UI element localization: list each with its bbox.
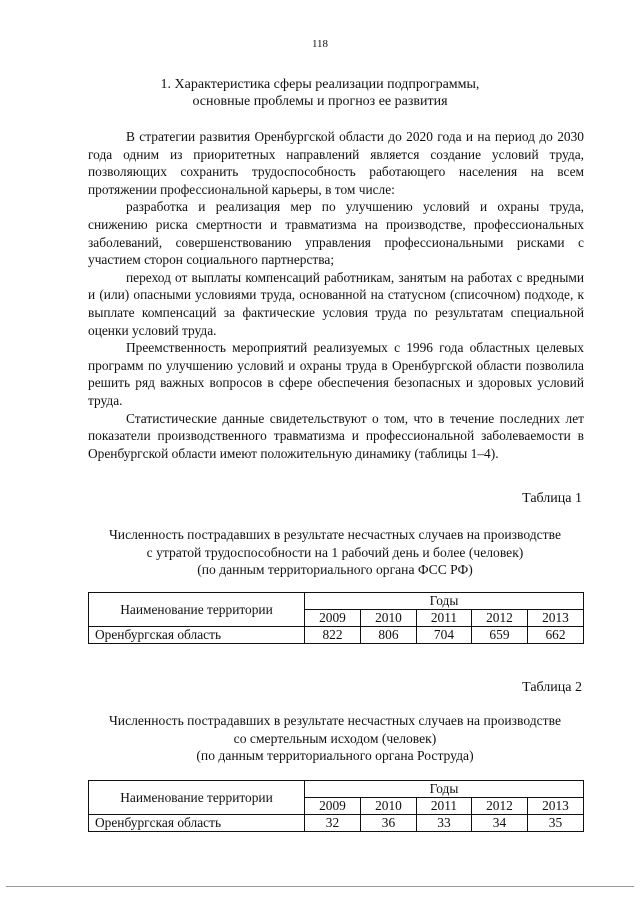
section-heading-line-2: основные проблемы и прогноз ее развития [192, 94, 448, 109]
table-2-title [80, 712, 590, 765]
table-1-title [80, 526, 590, 579]
table-row [89, 627, 584, 644]
section-heading-line-1: 1. Характеристика сферы реализации подпрограммы, [160, 77, 480, 92]
table-2 [88, 780, 584, 832]
table-row [89, 815, 584, 832]
paragraph-5: Статистические данные свидетельствуют о том, что в течение последних лет показатели производственного травматизма и профессиональной заболеваемости в Оренбургской области имеют положительную динамику (таблицы 1–4). [88, 410, 584, 461]
region-name-cell: Оренбургская область [89, 815, 305, 832]
table-2-title-line-1: Численность пострадавших в результате несчастных случаев на производстве [108, 713, 562, 728]
value-cell: 806 [360, 627, 416, 644]
table-1 [88, 592, 584, 644]
section-heading [0, 76, 640, 110]
year-cell: 2013 [527, 798, 583, 815]
year-cell: 2009 [305, 610, 361, 627]
region-name-cell: Оренбургская область [89, 627, 305, 644]
table-header-row [89, 593, 584, 610]
year-cell: 2012 [471, 798, 527, 815]
year-cell: 2010 [360, 798, 416, 815]
paragraph-1: В стратегии развития Оренбургской области до 2020 года и на период до 2030 года одним из приоритетных направлений является создание условий труда, позволяющих сохранить трудоспособность работающего населения на всем протяжении профессиональной карьеры, в том числе: [88, 129, 584, 197]
page-number: 118 [311, 38, 329, 50]
column-header-territory: Наименование территории [89, 593, 305, 627]
table-2-title-line-3: (по данным территориального органа Роструда) [196, 748, 474, 763]
value-cell: 659 [471, 627, 527, 644]
year-cell: 2012 [471, 610, 527, 627]
value-cell: 33 [416, 815, 471, 832]
column-header-territory: Наименование территории [89, 781, 305, 815]
footer-divider [6, 886, 634, 887]
year-cell: 2010 [360, 610, 416, 627]
body-text [88, 128, 584, 462]
year-cell: 2011 [416, 610, 471, 627]
value-cell: 35 [527, 815, 583, 832]
value-cell: 34 [471, 815, 527, 832]
value-cell: 32 [305, 815, 361, 832]
table-header-row [89, 781, 584, 798]
value-cell: 704 [416, 627, 471, 644]
value-cell: 822 [305, 627, 361, 644]
paragraph-3: переход от выплаты компенсаций работникам, занятым на работах с вредными и (или) опасными условиями труда, основанной на статусном (списочном) подходе, к выплате компенсаций за фактические условия труда по результатам специальной оценки условий труда. [88, 269, 584, 338]
table-2-label: Таблица 2 [522, 680, 582, 695]
value-cell: 662 [527, 627, 583, 644]
year-cell: 2011 [416, 798, 471, 815]
year-cell: 2009 [305, 798, 361, 815]
paragraph-2: разработка и реализация мер по улучшению условий и охраны труда, снижению риска смертности и травматизма на производстве, профессиональных заболеваний, совершенствованию управления профессиональными рисками с участием сторон социального партнерства; [88, 199, 584, 268]
year-cell: 2013 [527, 610, 583, 627]
column-header-years: Годы [305, 781, 584, 798]
column-header-years: Годы [305, 593, 584, 610]
table-2-title-line-2: со смертельным исходом (человек) [233, 730, 437, 746]
paragraph-4: Преемственность мероприятий реализуемых с 1996 года областных целевых программ по улучшению условий и охраны труда в Оренбургской области позволила решить ряд важных вопросов в сфере обеспечения безопасных и здоровых условий труда. [88, 340, 584, 408]
table-1-title-line-2: с утратой трудоспособности на 1 рабочий день и более (человек) [146, 544, 524, 560]
value-cell: 36 [360, 815, 416, 832]
table-1-title-line-3: (по данным территориального органа ФСС РФ) [197, 562, 473, 577]
table-1-title-line-1: Численность пострадавших в результате несчастных случаев на производстве [108, 527, 562, 542]
table-1-label: Таблица 1 [522, 491, 582, 506]
